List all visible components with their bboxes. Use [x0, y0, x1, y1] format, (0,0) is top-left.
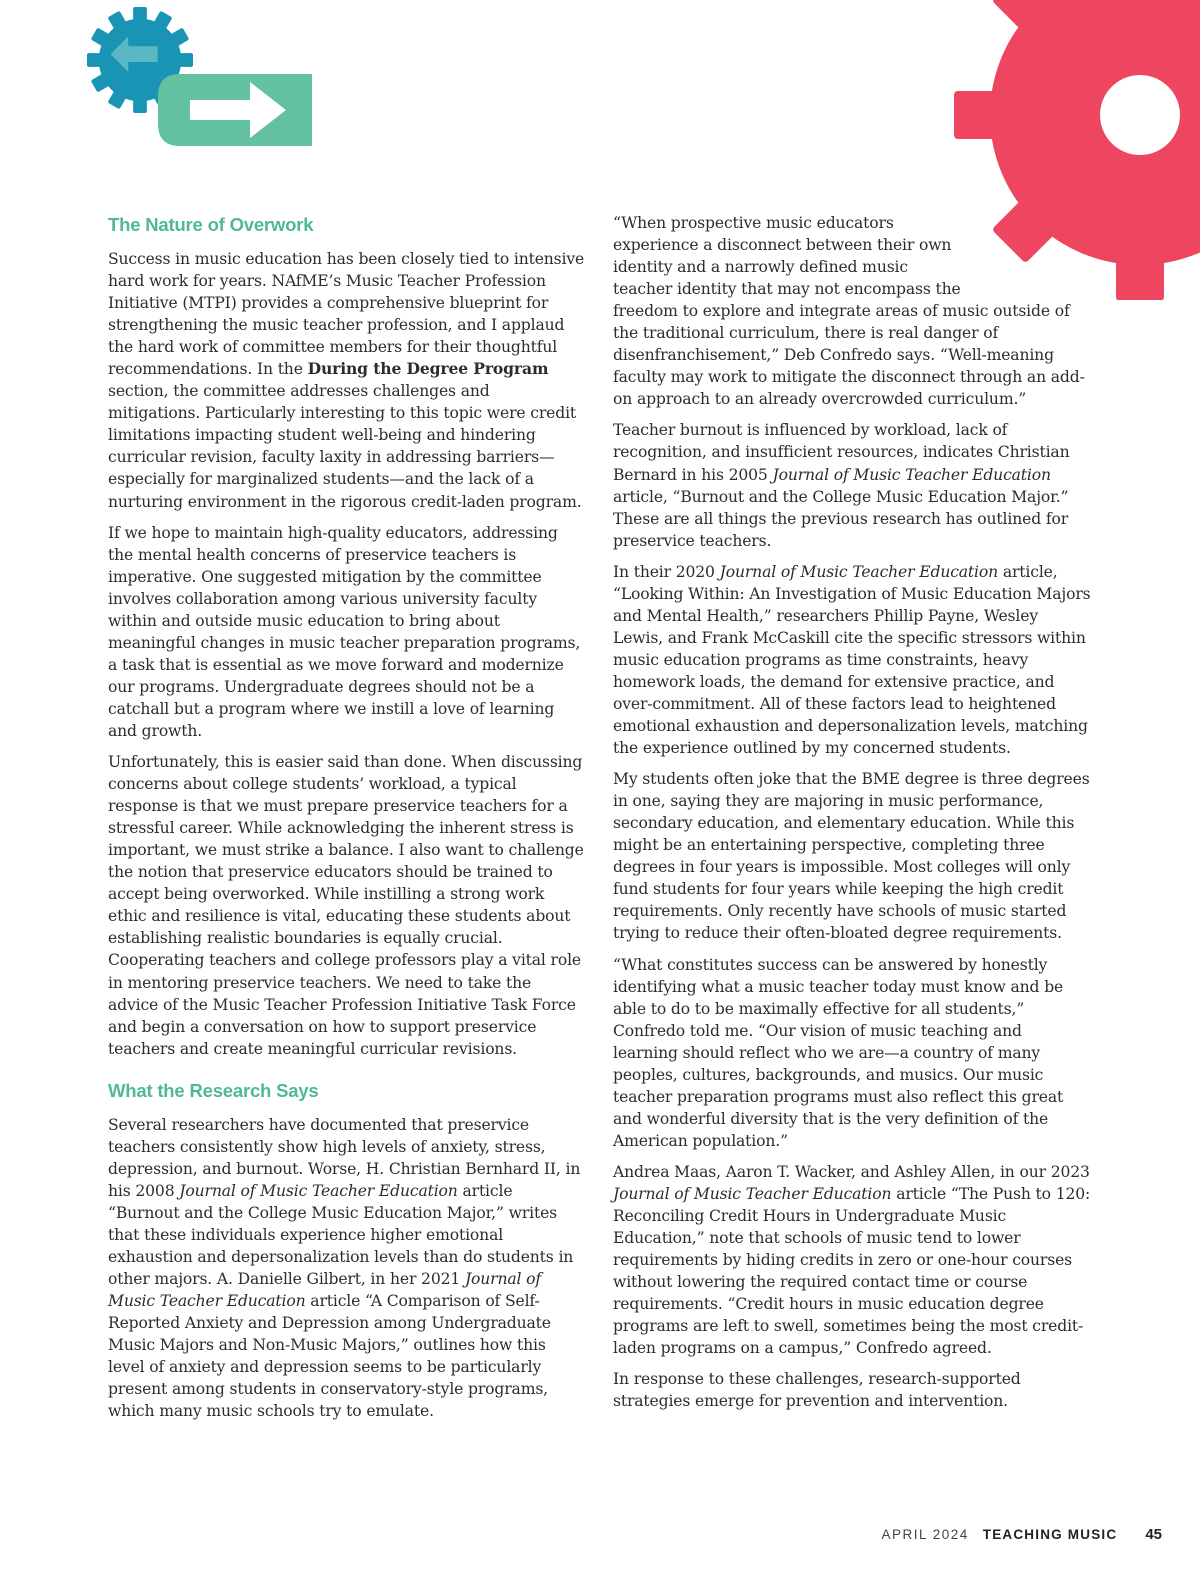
- paragraph: [108, 1114, 586, 1423]
- heading-what-the-research-says: What the Research Says: [108, 1079, 319, 1101]
- paragraph: If we hope to maintain high-quality educators, addressing the mental health concerns of preservice teachers is imperative. One suggested mitigation by the committee involves collaboration among various university faculty within and outside music education to bring about meaningful changes in music teacher preparation programs, a task that is essential as we move forward and modernize our programs. Undergraduate degrees should not be a catchall but a program where we instill a love of learning and growth.: [108, 523, 581, 740]
- paragraph: [613, 561, 1091, 759]
- italic-run: Journal of Music Teacher Education: [179, 1181, 458, 1200]
- text-run: Success in music education has been closely tied to intensive hard work for years. NAfME’s Music Teacher Profession Initiative (MTPI) provides a comprehensive blueprint for strengthening the music teacher profession, and I applaud the hard work of committee members for their thoughtful recommendations. In the: [108, 250, 585, 379]
- text-run: section, the committee addresses challenges and mitigations. Particularly interesting to this topic were credit limitations impacting student well-being and hindering curricular revision, faculty laxity in addressing barriers—especially for marginalized students—and the lack of a nurturing environment in the rigorous credit-laden program.: [108, 382, 582, 511]
- paragraph: “When prospective music educators experience a disconnect between their own identity and a narrowly defined music teacher identity that may not encompass the: [613, 214, 961, 299]
- text-run: Teacher burnout is influenced by workload, lack of recognition, and insufficient resources, indicates Christian Bernard in his 2005: [613, 421, 1070, 484]
- text-run: article “The Push to 120: Reconciling Credit Hours in Undergraduate Music Education,” note that schools of music tend to lower requirements by hiding credits in zero or one-hour courses without lowering the required contact time or course requirements. “Credit hours in music education degree programs are left to swell, sometimes being the most credit-laden programs on a campus,” Confredo agreed.: [613, 1184, 1091, 1358]
- paragraph: “What constitutes success can be answered by honestly identifying what a music teacher today must know and be able to do to be maximally effective for all students,” Confredo told me. “Our vision of music teaching and learning should reflect who we are—a country of many peoples, cultures, backgrounds, and musics. Our music teacher preparation programs must also reflect this great and wonderful diversity that is the very definition of the American population.”: [613, 955, 1064, 1150]
- bold-run: During the Degree Program: [307, 359, 549, 379]
- paragraph: In response to these challenges, research-supported strategies emerge for prevention and intervention.: [613, 1370, 1021, 1411]
- paragraph: [613, 419, 1091, 551]
- paragraph: Unfortunately, this is easier said than done. When discussing concerns about college students’ workload, a typical response is that we must prepare preservice teachers for a stressful career. While acknowledging the inherent stress is important, we must strike a balance. I also want to challenge the notion that preservice educators should be trained to accept being overworked. While instilling a strong work ethic and resilience is vital, educating these students about establishing realistic boundaries is equally crucial. Cooperating teachers and college professors play a vital role in mentoring preservice teachers. We need to take the advice of the Music Teacher Profession Initiative Task Force and begin a conversation on how to support preservice teachers and create meaningful curricular revisions.: [108, 753, 584, 1058]
- italic-run: Journal of Music Teacher Education: [613, 1184, 892, 1203]
- right-column: [613, 212, 1091, 1421]
- text-run: In their 2020: [613, 562, 720, 581]
- paragraph: [108, 248, 586, 513]
- italic-run: Journal of Music Teacher Education: [108, 1270, 542, 1311]
- italic-run: Journal of Music Teacher Education: [772, 465, 1051, 484]
- text-run: article “A Comparison of Self-Reported Anxiety and Depression among Undergraduate Music Majors and Non-Music Majors,” outlines how this level of anxiety and depression seems to be particularly present among students in conservatory-style programs, which many music schools try to emulate.: [108, 1292, 551, 1421]
- italic-run: Journal of Music Teacher Education: [719, 562, 999, 581]
- publication-name: TEACHING MUSIC: [982, 1527, 1118, 1542]
- heading-nature-of-overwork: The Nature of Overwork: [108, 214, 314, 235]
- text-run: article, “Burnout and the College Music Education Major.” These are all things the previous research has outlined for preservice teachers.: [613, 487, 1069, 550]
- left-column: [108, 212, 586, 1431]
- paragraph: [613, 1161, 1091, 1359]
- paragraph: My students often joke that the BME degree is three degrees in one, saying they are majoring in music performance, secondary education, and elementary education. While this might be an entertaining perspective, completing three degrees in four years is impossible. Most colleges will only fund students for four years while keeping the high credit requirements. Only recently have schools of music started trying to reduce their often-bloated degree requirements.: [613, 770, 1090, 943]
- text-run: article “Burnout and the College Music Education Major,” writes that these individuals experience higher emotional exhaustion and depersonalization levels than do students in other majors. A. Danielle Gilbert, in her 2021: [108, 1181, 574, 1289]
- issue-date: APRIL 2024: [881, 1527, 969, 1542]
- page-footer: [881, 1526, 1162, 1546]
- right-arrow-icon: [158, 74, 312, 146]
- text-run: article, “Looking Within: An Investigation of Music Education Majors and Mental Health,” researchers Phillip Payne, Wesley Lewis, and Frank McCaskill cite the specific stressors within music education programs as time constraints, heavy homework loads, the demand for extensive practice, and over-commitment. All of these factors lead to heightened emotional exhaustion and depersonalization levels, matching the experience outlined by my concerned students.: [613, 562, 1091, 758]
- page-number: 45: [1145, 1526, 1162, 1543]
- text-run: Andrea Maas, Aaron T. Wacker, and Ashley Allen, in our 2023: [613, 1162, 1090, 1181]
- paragraph: freedom to explore and integrate areas of music outside of the traditional curriculum, there is real danger of disenfranchisement,” Deb Confredo says. “Well-meaning faculty may work to mitigate the disconnect through an add-on approach to an already overcrowded curriculum.”: [613, 302, 1085, 409]
- text-run: Several researchers have documented that preservice teachers consistently show high levels of anxiety, stress, depression, and burnout. Worse, H. Christian Bernhard II, in his 2008: [108, 1115, 581, 1200]
